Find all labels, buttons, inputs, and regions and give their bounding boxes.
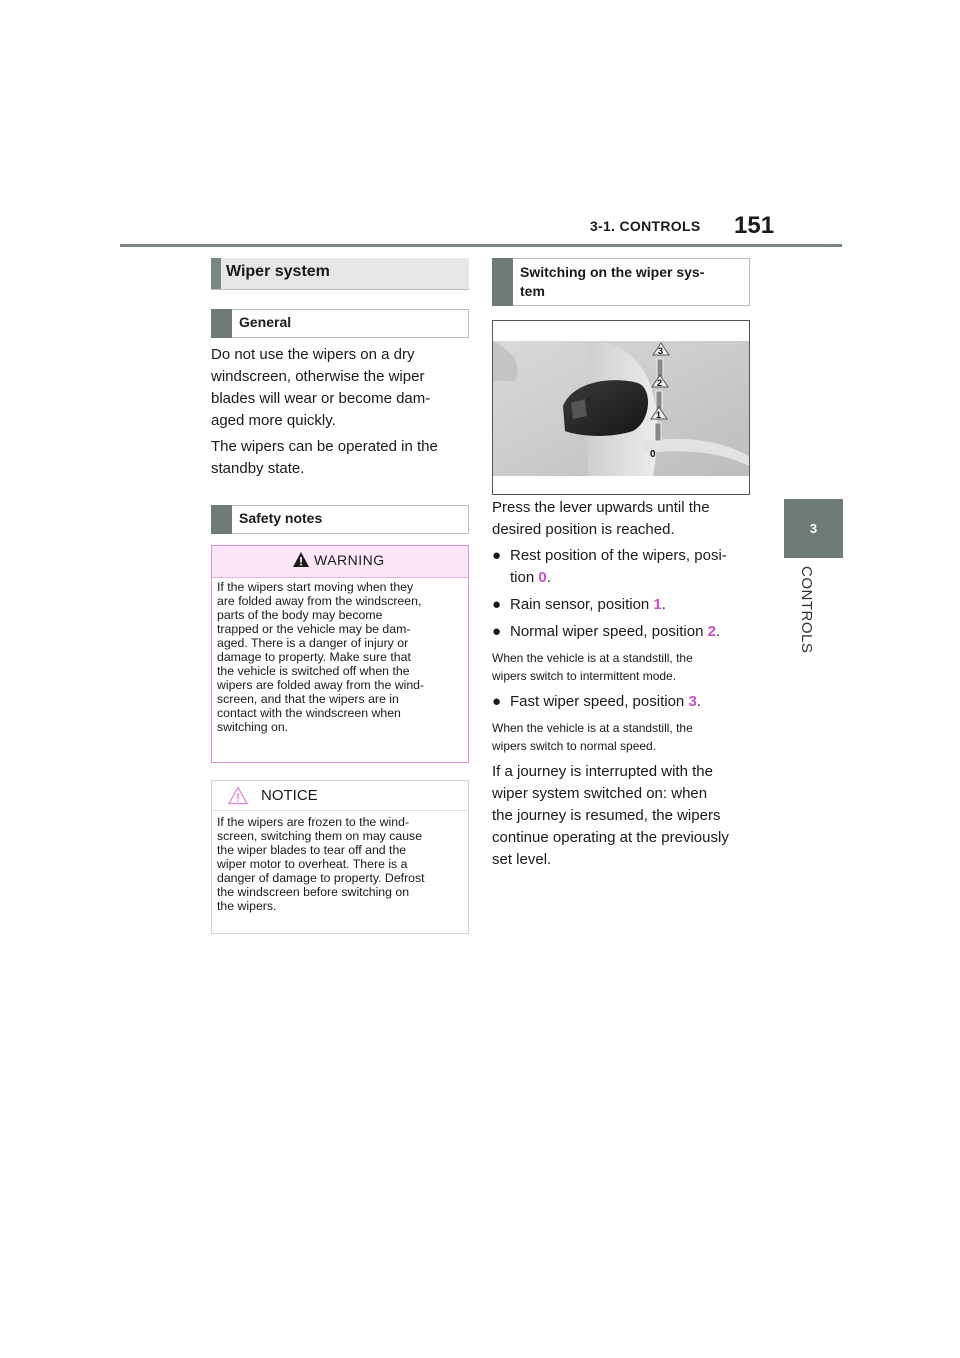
warning-text	[217, 580, 465, 734]
text-line: windscreen, otherwise the wiper	[211, 368, 425, 385]
text-line: aged more quickly.	[211, 412, 336, 429]
text-line: set level.	[492, 851, 552, 868]
position-number: 2	[707, 623, 716, 640]
chapter-tab	[784, 499, 843, 558]
text-line: wiper system switched on: when	[492, 785, 708, 802]
bullet-icon: ●	[492, 547, 502, 564]
notice-text	[217, 815, 465, 913]
text-line: blades will wear or become dam-	[211, 390, 431, 407]
notice-triangle-icon	[228, 786, 248, 805]
general-paragraph-1	[211, 344, 473, 432]
bullet-text: tion	[510, 569, 539, 586]
journey-paragraph	[492, 761, 754, 871]
subheading-general: General	[239, 314, 292, 330]
bullet-icon: ●	[492, 693, 502, 710]
chapter-side-label	[784, 566, 843, 656]
text-line: standby state.	[211, 460, 305, 477]
intro-paragraph	[492, 497, 754, 541]
text-line: screen, and that the wipers are in	[217, 692, 399, 706]
warning-box	[211, 545, 469, 763]
bullet-normal-speed	[492, 621, 754, 643]
bullet-text: Normal wiper speed, position	[510, 623, 708, 640]
text-line: When the vehicle is at a standstill, the	[492, 651, 693, 665]
text-line: wipers switch to intermittent mode.	[492, 669, 677, 683]
bullet-fast-speed	[492, 691, 754, 713]
section-title: 3-1. CONTROLS	[590, 218, 701, 234]
bullet-text: Fast wiper speed, position	[510, 693, 689, 710]
subheading-switching	[520, 263, 742, 301]
chapter-label: CONTROLS	[798, 566, 815, 654]
subheading-general-box	[211, 309, 469, 338]
subheading-bar	[211, 505, 232, 534]
bullet-text: Rest position of the wipers, posi-	[510, 547, 727, 564]
lever-position-3-label: 3	[658, 346, 664, 356]
text-line: Press the lever upwards until the	[492, 499, 710, 516]
text-line: continue operating at the previously	[492, 829, 729, 846]
position-number: 3	[688, 693, 697, 710]
page-number: 151	[734, 212, 775, 239]
bullet-rest-position	[492, 545, 754, 589]
text-line: damage to property. Make sure that	[217, 650, 411, 664]
text-line: the wiper blades to tear off and the	[217, 843, 407, 857]
text-line: wipers switch to normal speed.	[492, 739, 657, 753]
text-line: If the wipers are frozen to the wind-	[217, 815, 410, 829]
text-line: If the wipers start moving when they	[217, 580, 414, 594]
lever-position-2-label: 2	[657, 378, 663, 388]
general-paragraph-2	[211, 436, 473, 480]
text-line: are folded away from the windscreen,	[217, 594, 422, 608]
bullet-suffix: .	[715, 623, 721, 640]
warning-triangle-icon	[292, 551, 310, 568]
lever-position-1-label: 1	[656, 410, 662, 420]
note-intermittent	[492, 649, 754, 685]
text-line: Switching on the wiper sys-	[520, 264, 705, 280]
text-line: screen, switching them on may cause	[217, 829, 423, 843]
bullet-suffix: .	[696, 693, 701, 710]
bullet-rain-sensor	[492, 594, 754, 616]
subheading-switching-box	[492, 258, 750, 306]
subheading-safety: Safety notes	[239, 510, 323, 526]
main-heading: Wiper system	[226, 263, 330, 280]
text-line: Do not use the wipers on a dry	[211, 346, 415, 363]
wiper-lever-figure	[492, 320, 750, 495]
bullet-icon: ●	[492, 623, 502, 640]
text-line: the vehicle is switched off when the	[217, 664, 410, 678]
position-number: 1	[653, 596, 662, 613]
bullet-suffix: .	[661, 596, 666, 613]
wiper-lever-illustration	[493, 321, 749, 494]
text-line: parts of the body may become	[217, 608, 383, 622]
text-line: danger of damage to property. Defrost	[217, 871, 425, 885]
text-line: wipers are folded away from the wind-	[217, 678, 425, 692]
notice-box	[211, 780, 469, 934]
note-normal-speed	[492, 719, 754, 755]
text-line: When the vehicle is at a standstill, the	[492, 721, 693, 735]
text-line: The wipers can be operated in the	[211, 438, 438, 455]
heading-bar	[211, 258, 221, 289]
text-line: If a journey is interrupted with the	[492, 763, 713, 780]
text-line: the journey is resumed, the wipers	[492, 807, 721, 824]
subheading-bar	[211, 309, 232, 338]
bullet-suffix: .	[546, 569, 551, 586]
lever-position-0-label: 0	[650, 449, 656, 460]
chapter-number: 3	[809, 521, 818, 536]
main-heading-box	[211, 258, 469, 290]
notice-label: NOTICE	[261, 787, 318, 804]
bullet-icon: ●	[492, 596, 502, 613]
subheading-bar	[492, 258, 513, 306]
bullet-text: Rain sensor, position	[510, 596, 654, 613]
text-line: desired position is reached.	[492, 521, 675, 538]
text-line: the wipers.	[217, 899, 277, 913]
text-line: the windscreen before switching on	[217, 885, 410, 899]
text-line: tem	[520, 283, 545, 299]
text-line: aged. There is a danger of injury or	[217, 636, 409, 650]
text-line: switching on.	[217, 720, 289, 734]
position-number: 0	[538, 569, 547, 586]
header-rule	[120, 244, 842, 247]
subheading-safety-box	[211, 505, 469, 534]
text-line: contact with the windscreen when	[217, 706, 401, 720]
text-line: wiper motor to overheat. There is a	[217, 857, 408, 871]
warning-header	[212, 546, 468, 578]
warning-label: WARNING	[314, 552, 385, 568]
notice-header	[212, 781, 468, 811]
text-line: trapped or the vehicle may be dam-	[217, 622, 411, 636]
